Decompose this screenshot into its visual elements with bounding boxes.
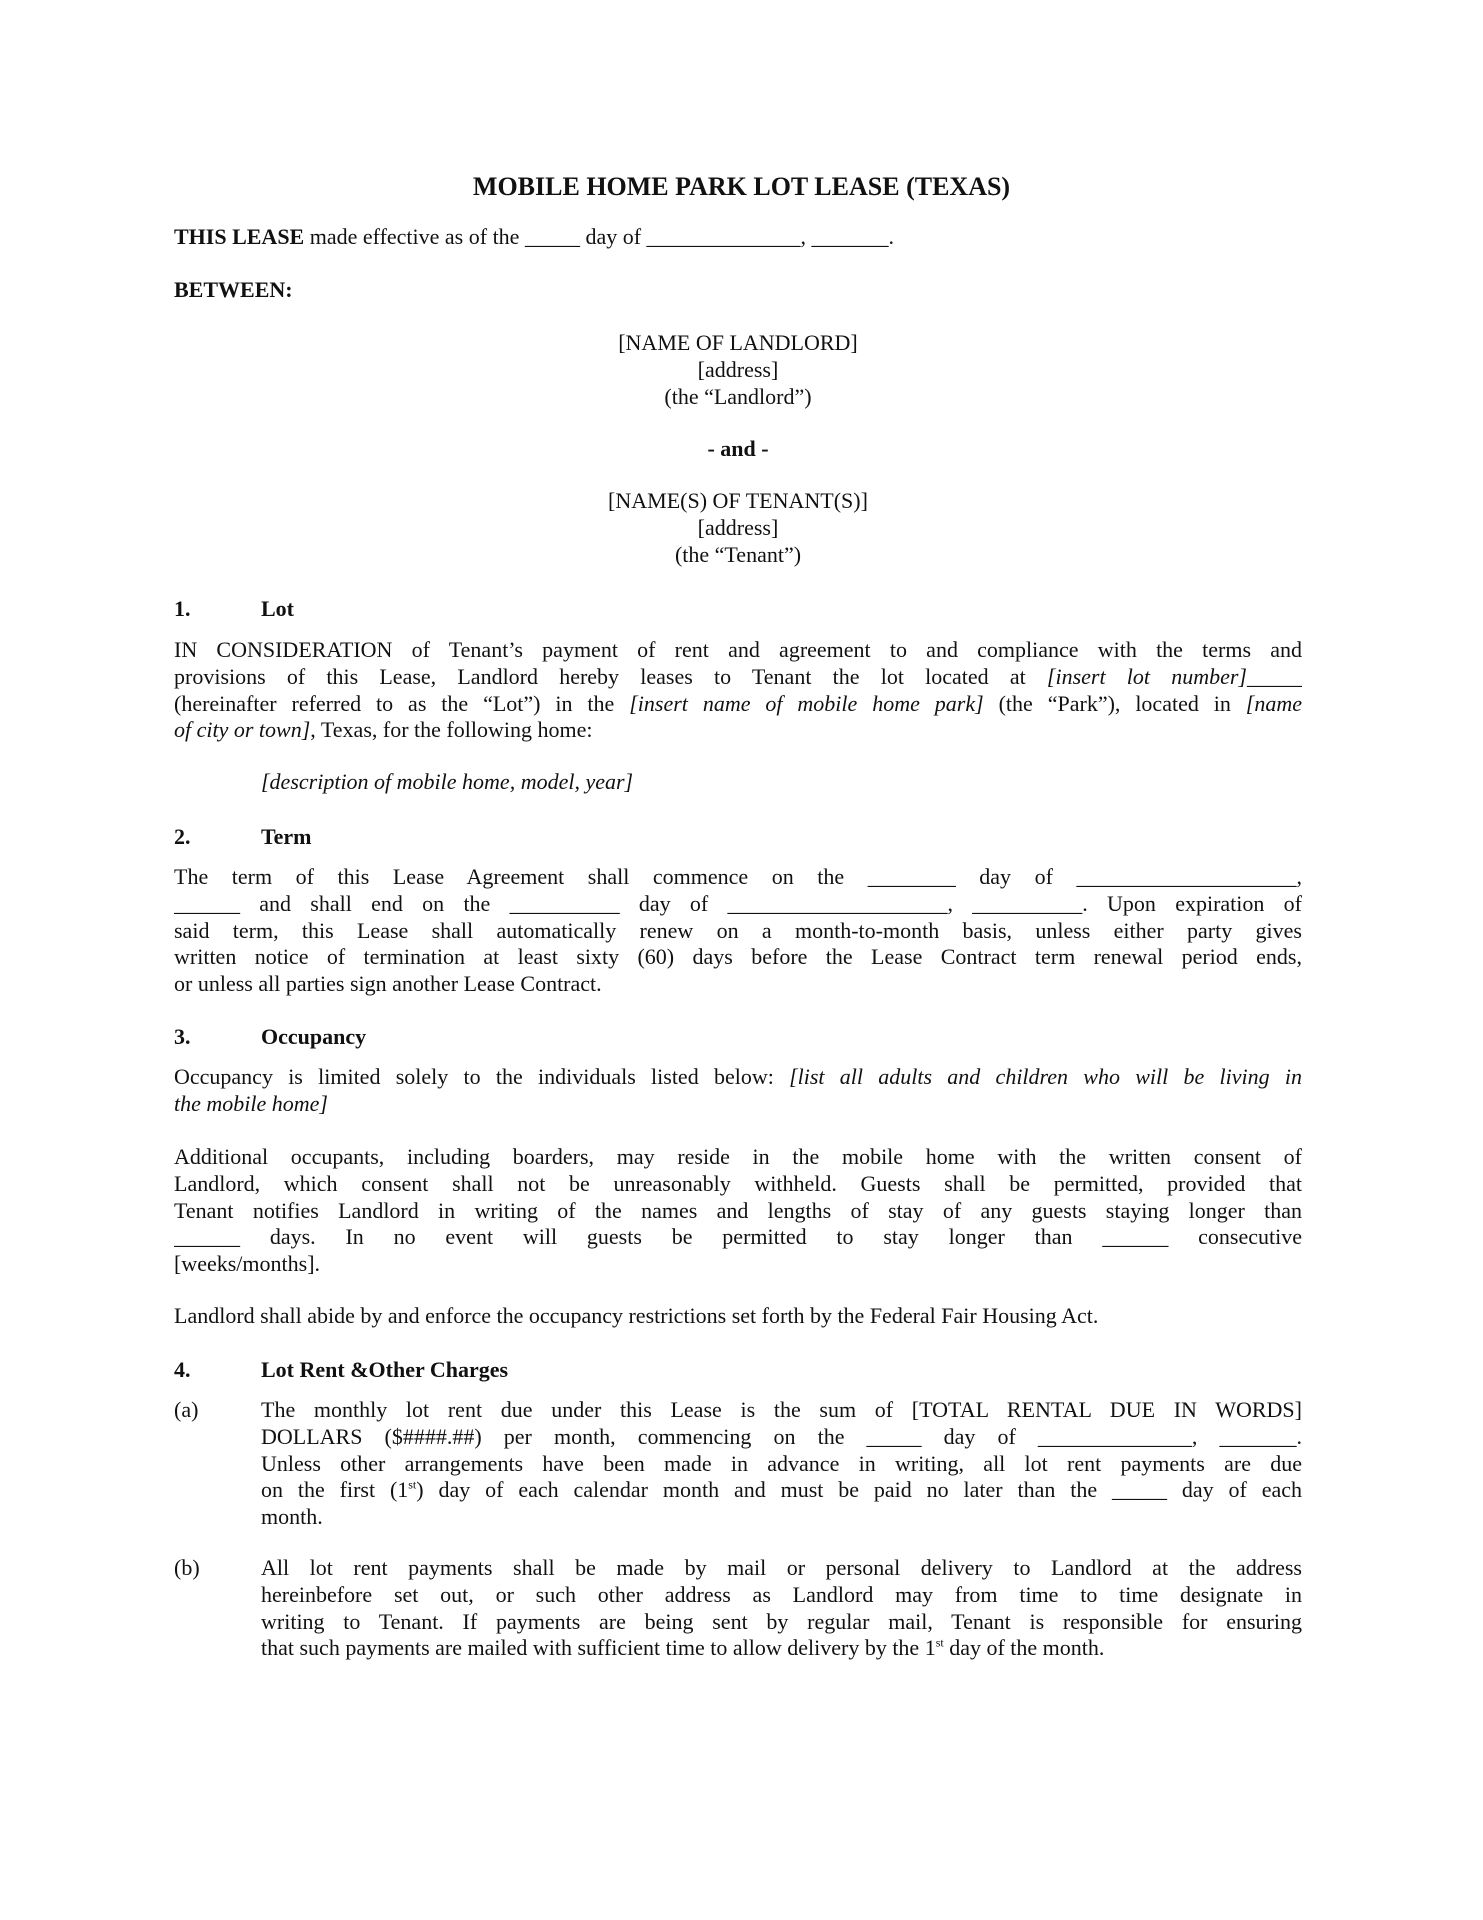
paragraph-line: DOLLARS ($####.##) per month, commencing on the _____ day of ______________, _______. <box>261 1423 1302 1449</box>
section-2-heading <box>174 824 1302 851</box>
paragraph-line: Tenant notifies Landlord in writing of the names and lengths of stay of any guests staying longer than <box>174 1197 1302 1223</box>
superscript: st <box>935 1636 944 1651</box>
paragraph-line: hereinbefore set out, or such other address as Landlord may from time to time designate in <box>261 1581 1302 1607</box>
blank: _____ <box>1247 663 1302 689</box>
paragraph-line: or unless all parties sign another Lease Contract. <box>174 971 602 997</box>
paragraph-line: the mobile home] <box>174 1090 328 1116</box>
section-3-paragraph-1 <box>174 1064 1302 1118</box>
tenant-block <box>174 488 1302 568</box>
clause-b-label: (b) <box>174 1555 200 1580</box>
paragraph-line <box>261 1635 1302 1662</box>
placeholder-city: [name <box>1245 690 1302 716</box>
placeholder-city: of city or town] <box>174 717 311 743</box>
placeholder-occupants: [list all adults and children who will be living in <box>789 1064 1302 1089</box>
landlord-block <box>174 330 1302 410</box>
intro-text: made effective as of the _____ day of ______________, _______. <box>304 224 895 249</box>
paragraph-line <box>261 1477 1302 1504</box>
section-1-heading <box>174 596 1302 623</box>
paragraph-line: Landlord, which consent shall not be unreasonably withheld. Guests shall be permitted, provided that <box>174 1170 1302 1196</box>
paragraph-line <box>174 1064 1302 1091</box>
section-3-heading <box>174 1024 1302 1051</box>
paragraph-line: IN CONSIDERATION of Tenant’s payment of rent and agreement to and compliance with the terms and <box>174 637 1302 662</box>
section-title: Lot <box>261 596 294 621</box>
paragraph-line: All lot rent payments shall be made by mail or personal delivery to Landlord at the address <box>261 1555 1302 1580</box>
paragraph-line: said term, this Lease shall automatically renew on a month-to-month basis, unless either party gives <box>174 917 1302 943</box>
section-number: 3. <box>174 1024 191 1049</box>
section-number: 4. <box>174 1357 191 1382</box>
text: that such payments are mailed with sufficient time to allow delivery by the 1 <box>261 1635 936 1661</box>
paragraph-line <box>174 664 1302 691</box>
between-label: BETWEEN: <box>174 277 293 302</box>
paragraph-line: The term of this Lease Agreement shall commence on the ________ day of ____________________, <box>174 864 1302 889</box>
paragraph-line <box>174 717 1302 744</box>
clause-b-text <box>261 1555 1302 1662</box>
superscript: st <box>408 1478 417 1493</box>
text: provisions of this Lease, Landlord hereby leases to Tenant the lot located at <box>174 663 1047 689</box>
text: (hereinafter referred to as the “Lot”) in the <box>174 690 630 716</box>
clause-a-label: (a) <box>174 1397 199 1422</box>
text: (the “Park”), located in <box>983 690 1246 716</box>
paragraph-line <box>174 691 1302 718</box>
section-3-paragraph-2 <box>174 1144 1302 1278</box>
paragraph-line: Unless other arrangements have been made in advance in writing, all lot rent payments are due <box>261 1450 1302 1476</box>
tenant-address: [address] <box>697 514 779 540</box>
placeholder-lot-number: [insert lot number] <box>1046 663 1247 689</box>
section-2-paragraph <box>174 864 1302 998</box>
intro-bold: THIS LEASE <box>174 224 305 249</box>
paragraph-line: ______ and shall end on the __________ day of ____________________, __________. Upon expiration of <box>174 890 1302 916</box>
section-title: Term <box>261 824 312 849</box>
paragraph-line: written notice of termination at least sixty (60) days before the Lease Contract term renewal period ends, <box>174 944 1302 970</box>
text: Occupancy is limited solely to the individuals listed below: <box>174 1064 790 1089</box>
and-separator: - and - <box>707 436 769 461</box>
text: , Texas, for the following home: <box>310 717 593 743</box>
text: day of the month. <box>943 1635 1105 1661</box>
clause-a-text <box>261 1397 1302 1531</box>
tenant-defined: (the “Tenant”) <box>674 541 802 567</box>
landlord-address: [address] <box>697 356 779 382</box>
paragraph-line: Additional occupants, including boarders, may reside in the mobile home with the written consent of <box>174 1144 1302 1169</box>
intro-line <box>174 224 1302 251</box>
section-number: 2. <box>174 824 191 849</box>
text: ) day of each calendar month and must be paid no later than the _____ day of each <box>416 1477 1302 1503</box>
paragraph-line: The monthly lot rent due under this Lease is the sum of [TOTAL RENTAL DUE IN WORDS] <box>261 1397 1302 1422</box>
section-title: Lot Rent &Other Charges <box>261 1357 509 1382</box>
text: on the first (1 <box>261 1477 409 1503</box>
landlord-defined: (the “Landlord”) <box>664 383 812 409</box>
paragraph-line: ______ days. In no event will guests be permitted to stay longer than ______ consecutive <box>174 1224 1302 1250</box>
landlord-name: [NAME OF LANDLORD] <box>618 330 858 355</box>
paragraph-line: writing to Tenant. If payments are being sent by regular mail, Tenant is responsible for ensuring <box>261 1608 1302 1634</box>
section-number: 1. <box>174 596 191 621</box>
home-description-placeholder: [description of mobile home, model, year] <box>261 769 634 794</box>
section-1-paragraph <box>174 637 1302 744</box>
paragraph-line: [weeks/months]. <box>174 1251 321 1277</box>
paragraph-line: month. <box>261 1504 323 1530</box>
document-title: MOBILE HOME PARK LOT LEASE (TEXAS) <box>472 172 1011 201</box>
section-4-heading <box>174 1357 1302 1384</box>
tenant-name: [NAME(S) OF TENANT(S)] <box>608 488 868 513</box>
section-3-paragraph-3: Landlord shall abide by and enforce the occupancy restrictions set forth by the Federal Fair Housing Act. <box>174 1303 1099 1328</box>
placeholder-park-name: [insert name of mobile home park] <box>629 690 984 716</box>
section-title: Occupancy <box>261 1024 367 1049</box>
